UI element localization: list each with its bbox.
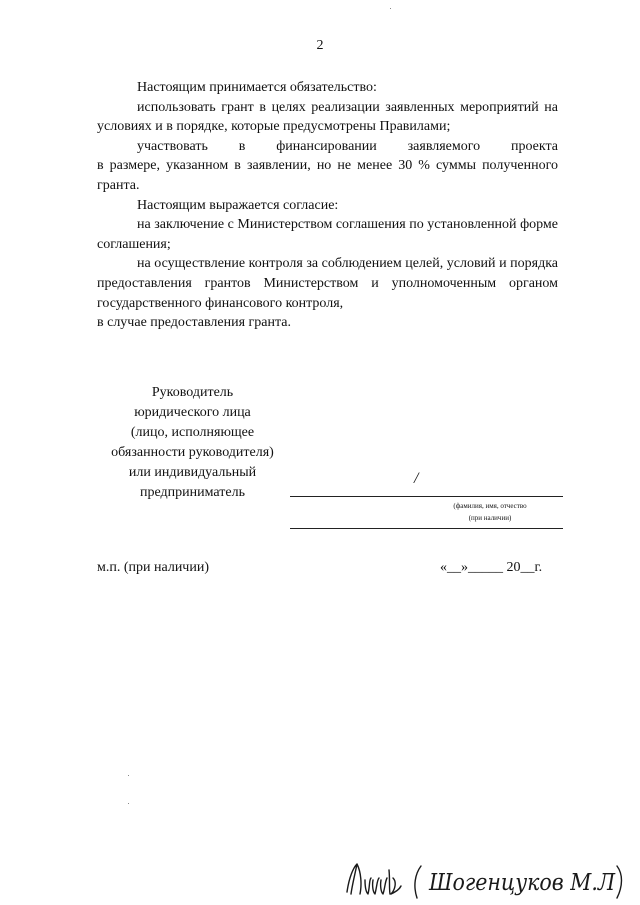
- signature-caption: [420, 500, 560, 524]
- caption-line: (фамилия, имя, отчество: [453, 502, 527, 510]
- scan-speck: [128, 775, 129, 776]
- page-number: 2: [316, 38, 324, 53]
- paragraph-use-grant: использовать грант в целях реализации заявленных мероприятий на условиях и в порядке, которые предусмотрены Правилами;: [97, 99, 558, 135]
- name-line: [290, 528, 563, 529]
- scan-speck: [128, 803, 129, 804]
- paragraph-amount: в размере, указанном в заявлении, но не менее 30 % суммы полученного гранта.: [97, 158, 558, 193]
- signature-name: Шогенцуков М.Л: [428, 870, 616, 896]
- paragraph-agreement: на заключение с Министерством соглашения по установленной форме соглашения;: [97, 217, 558, 252]
- role-line: обязанности руководителя): [111, 445, 274, 460]
- signatory-role-block: [94, 383, 291, 503]
- paragraph-participate: участвовать в финансировании заявляемого проекта: [137, 138, 558, 154]
- paragraph-obligation-heading: Настоящим принимается обязательство:: [137, 80, 377, 95]
- role-line: предприниматель: [140, 485, 245, 500]
- date-field: «__»_____ 20__г.: [440, 560, 543, 575]
- role-line: юридического лица: [134, 405, 251, 420]
- paragraph-consent-heading: Настоящим выражается согласие:: [137, 197, 339, 213]
- stamp-placeholder: м.п. (при наличии): [97, 560, 209, 575]
- caption-line: (при наличии): [468, 514, 512, 522]
- role-line: (лицо, исполняющее: [130, 425, 255, 440]
- paragraph-control: на осуществление контроля за соблюдением целей, условий и порядка предоставления грантов Министерством и уполномоченным органом государственного финансового контроля,: [97, 256, 558, 311]
- signature-line: [290, 496, 563, 497]
- scan-speck: [390, 8, 391, 9]
- paragraph-case: в случае предоставления гранта.: [97, 315, 291, 331]
- role-line: или индивидуальный: [128, 465, 257, 480]
- document-body: [97, 78, 558, 333]
- role-line: Руководитель: [151, 385, 234, 400]
- handwritten-signature: [335, 856, 625, 902]
- signature-separator: /: [414, 470, 419, 487]
